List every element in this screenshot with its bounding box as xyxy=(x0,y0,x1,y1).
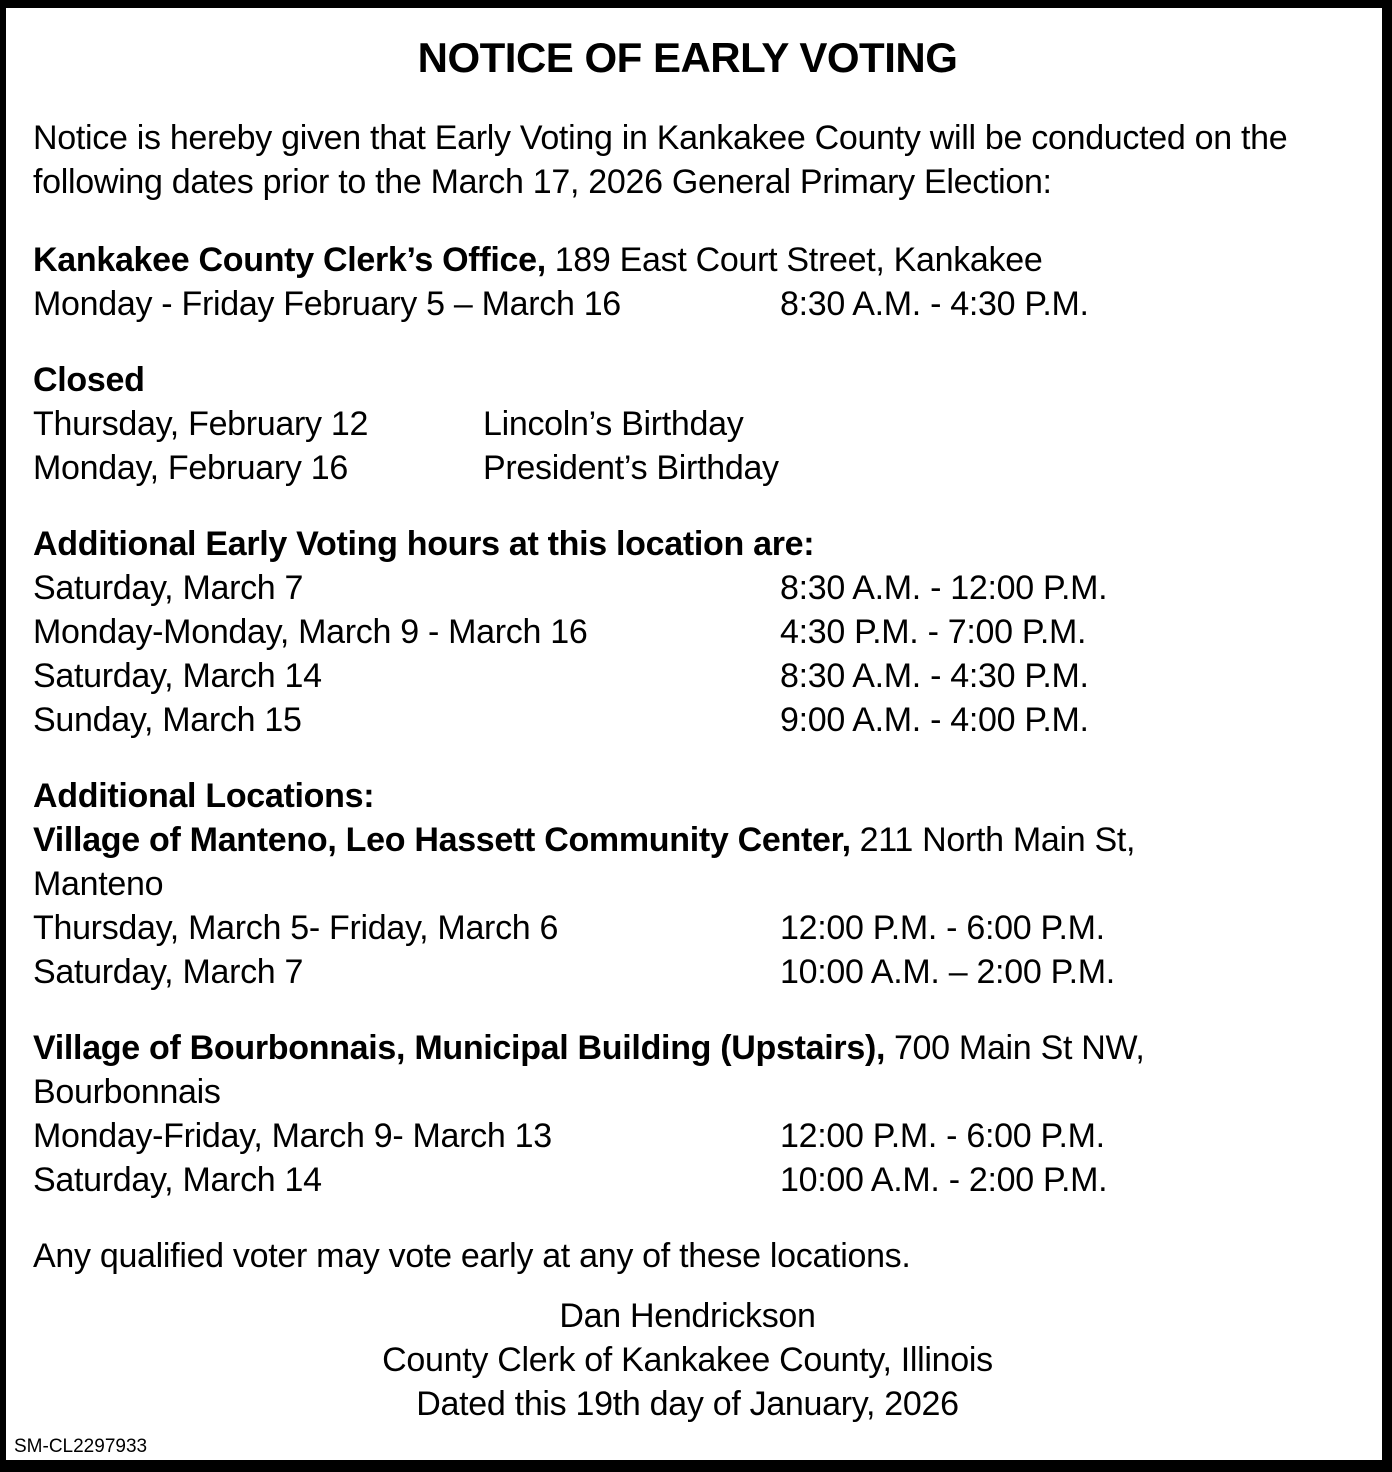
intro-paragraph: Notice is hereby given that Early Voting in Kankakee County will be conducted on the following dates prior to the March 17, 2026 General Primary Election: xyxy=(33,119,1288,201)
location-name: Village of Manteno, Leo Hassett Community Center, xyxy=(33,821,851,859)
notice-id: SM-CL2297933 xyxy=(14,1436,148,1457)
clerk-office-heading xyxy=(33,238,1342,282)
schedule-row xyxy=(33,566,1342,610)
location-heading xyxy=(33,1026,1342,1070)
schedule-row xyxy=(33,610,1342,654)
schedule-row xyxy=(33,1114,1342,1158)
schedule-date: Saturday, March 7 xyxy=(33,569,304,607)
schedule-date: Monday-Monday, March 9 - March 16 xyxy=(33,613,588,651)
schedule-time: 8:30 A.M. - 4:30 P.M. xyxy=(780,657,1089,695)
schedule-time: 8:30 A.M. - 12:00 P.M. xyxy=(780,569,1108,607)
signature-name: Dan Hendrickson xyxy=(559,1297,816,1335)
schedule-time: 4:30 P.M. - 7:00 P.M. xyxy=(780,613,1087,651)
clerk-office-schedule-row xyxy=(33,282,1342,326)
additional-locations-heading: Additional Locations: xyxy=(33,777,375,815)
bourbonnais-location-section xyxy=(33,1026,1342,1202)
closed-row xyxy=(33,402,1342,446)
schedule-date: Saturday, March 7 xyxy=(33,953,304,991)
closed-heading: Closed xyxy=(33,361,145,399)
additional-hours-section xyxy=(33,522,1342,742)
schedule-date: Saturday, March 14 xyxy=(33,1161,322,1199)
page-title: NOTICE OF EARLY VOTING xyxy=(417,34,958,81)
schedule-row xyxy=(33,654,1342,698)
location-address: 211 North Main St, xyxy=(859,821,1136,859)
closed-holiday: President’s Birthday xyxy=(483,449,779,487)
closed-section xyxy=(33,358,1342,490)
signature-block xyxy=(33,1294,1342,1426)
closed-holiday: Lincoln’s Birthday xyxy=(483,405,744,443)
schedule-date: Monday - Friday February 5 – March 16 xyxy=(33,285,621,323)
schedule-time: 12:00 P.M. - 6:00 P.M. xyxy=(780,909,1105,947)
manteno-location-section xyxy=(33,774,1342,994)
schedule-time: 8:30 A.M. - 4:30 P.M. xyxy=(780,285,1089,323)
closing-statement: Any qualified voter may vote early at any of these locations. xyxy=(33,1237,911,1275)
location-address: 700 Main St NW, xyxy=(893,1029,1145,1067)
location-name: Village of Bourbonnais, Municipal Building (Upstairs), xyxy=(33,1029,886,1067)
signature-dated: Dated this 19th day of January, 2026 xyxy=(416,1385,959,1423)
schedule-row xyxy=(33,950,1342,994)
schedule-date: Sunday, March 15 xyxy=(33,701,302,739)
additional-hours-heading: Additional Early Voting hours at this location are: xyxy=(33,525,815,563)
location-heading xyxy=(33,818,1342,862)
schedule-row xyxy=(33,906,1342,950)
closed-row xyxy=(33,446,1342,490)
clerk-office-name: Kankakee County Clerk’s Office, xyxy=(33,241,546,279)
location-address-line2: Manteno xyxy=(33,865,164,903)
schedule-row xyxy=(33,1158,1342,1202)
schedule-date: Monday-Friday, March 9- March 13 xyxy=(33,1117,552,1155)
schedule-time: 12:00 P.M. - 6:00 P.M. xyxy=(780,1117,1105,1155)
closed-date: Thursday, February 12 xyxy=(33,405,369,443)
clerk-office-section xyxy=(33,238,1342,326)
closed-date: Monday, February 16 xyxy=(33,449,348,487)
schedule-row xyxy=(33,698,1342,742)
schedule-date: Thursday, March 5- Friday, March 6 xyxy=(33,909,559,947)
schedule-date: Saturday, March 14 xyxy=(33,657,322,695)
clerk-office-address: 189 East Court Street, Kankakee xyxy=(554,241,1043,279)
signature-title: County Clerk of Kankakee County, Illinois xyxy=(382,1341,993,1379)
schedule-time: 10:00 A.M. - 2:00 P.M. xyxy=(780,1161,1108,1199)
schedule-time: 10:00 A.M. – 2:00 P.M. xyxy=(780,953,1115,991)
location-address-line2: Bourbonnais xyxy=(33,1073,221,1111)
schedule-time: 9:00 A.M. - 4:00 P.M. xyxy=(780,701,1089,739)
